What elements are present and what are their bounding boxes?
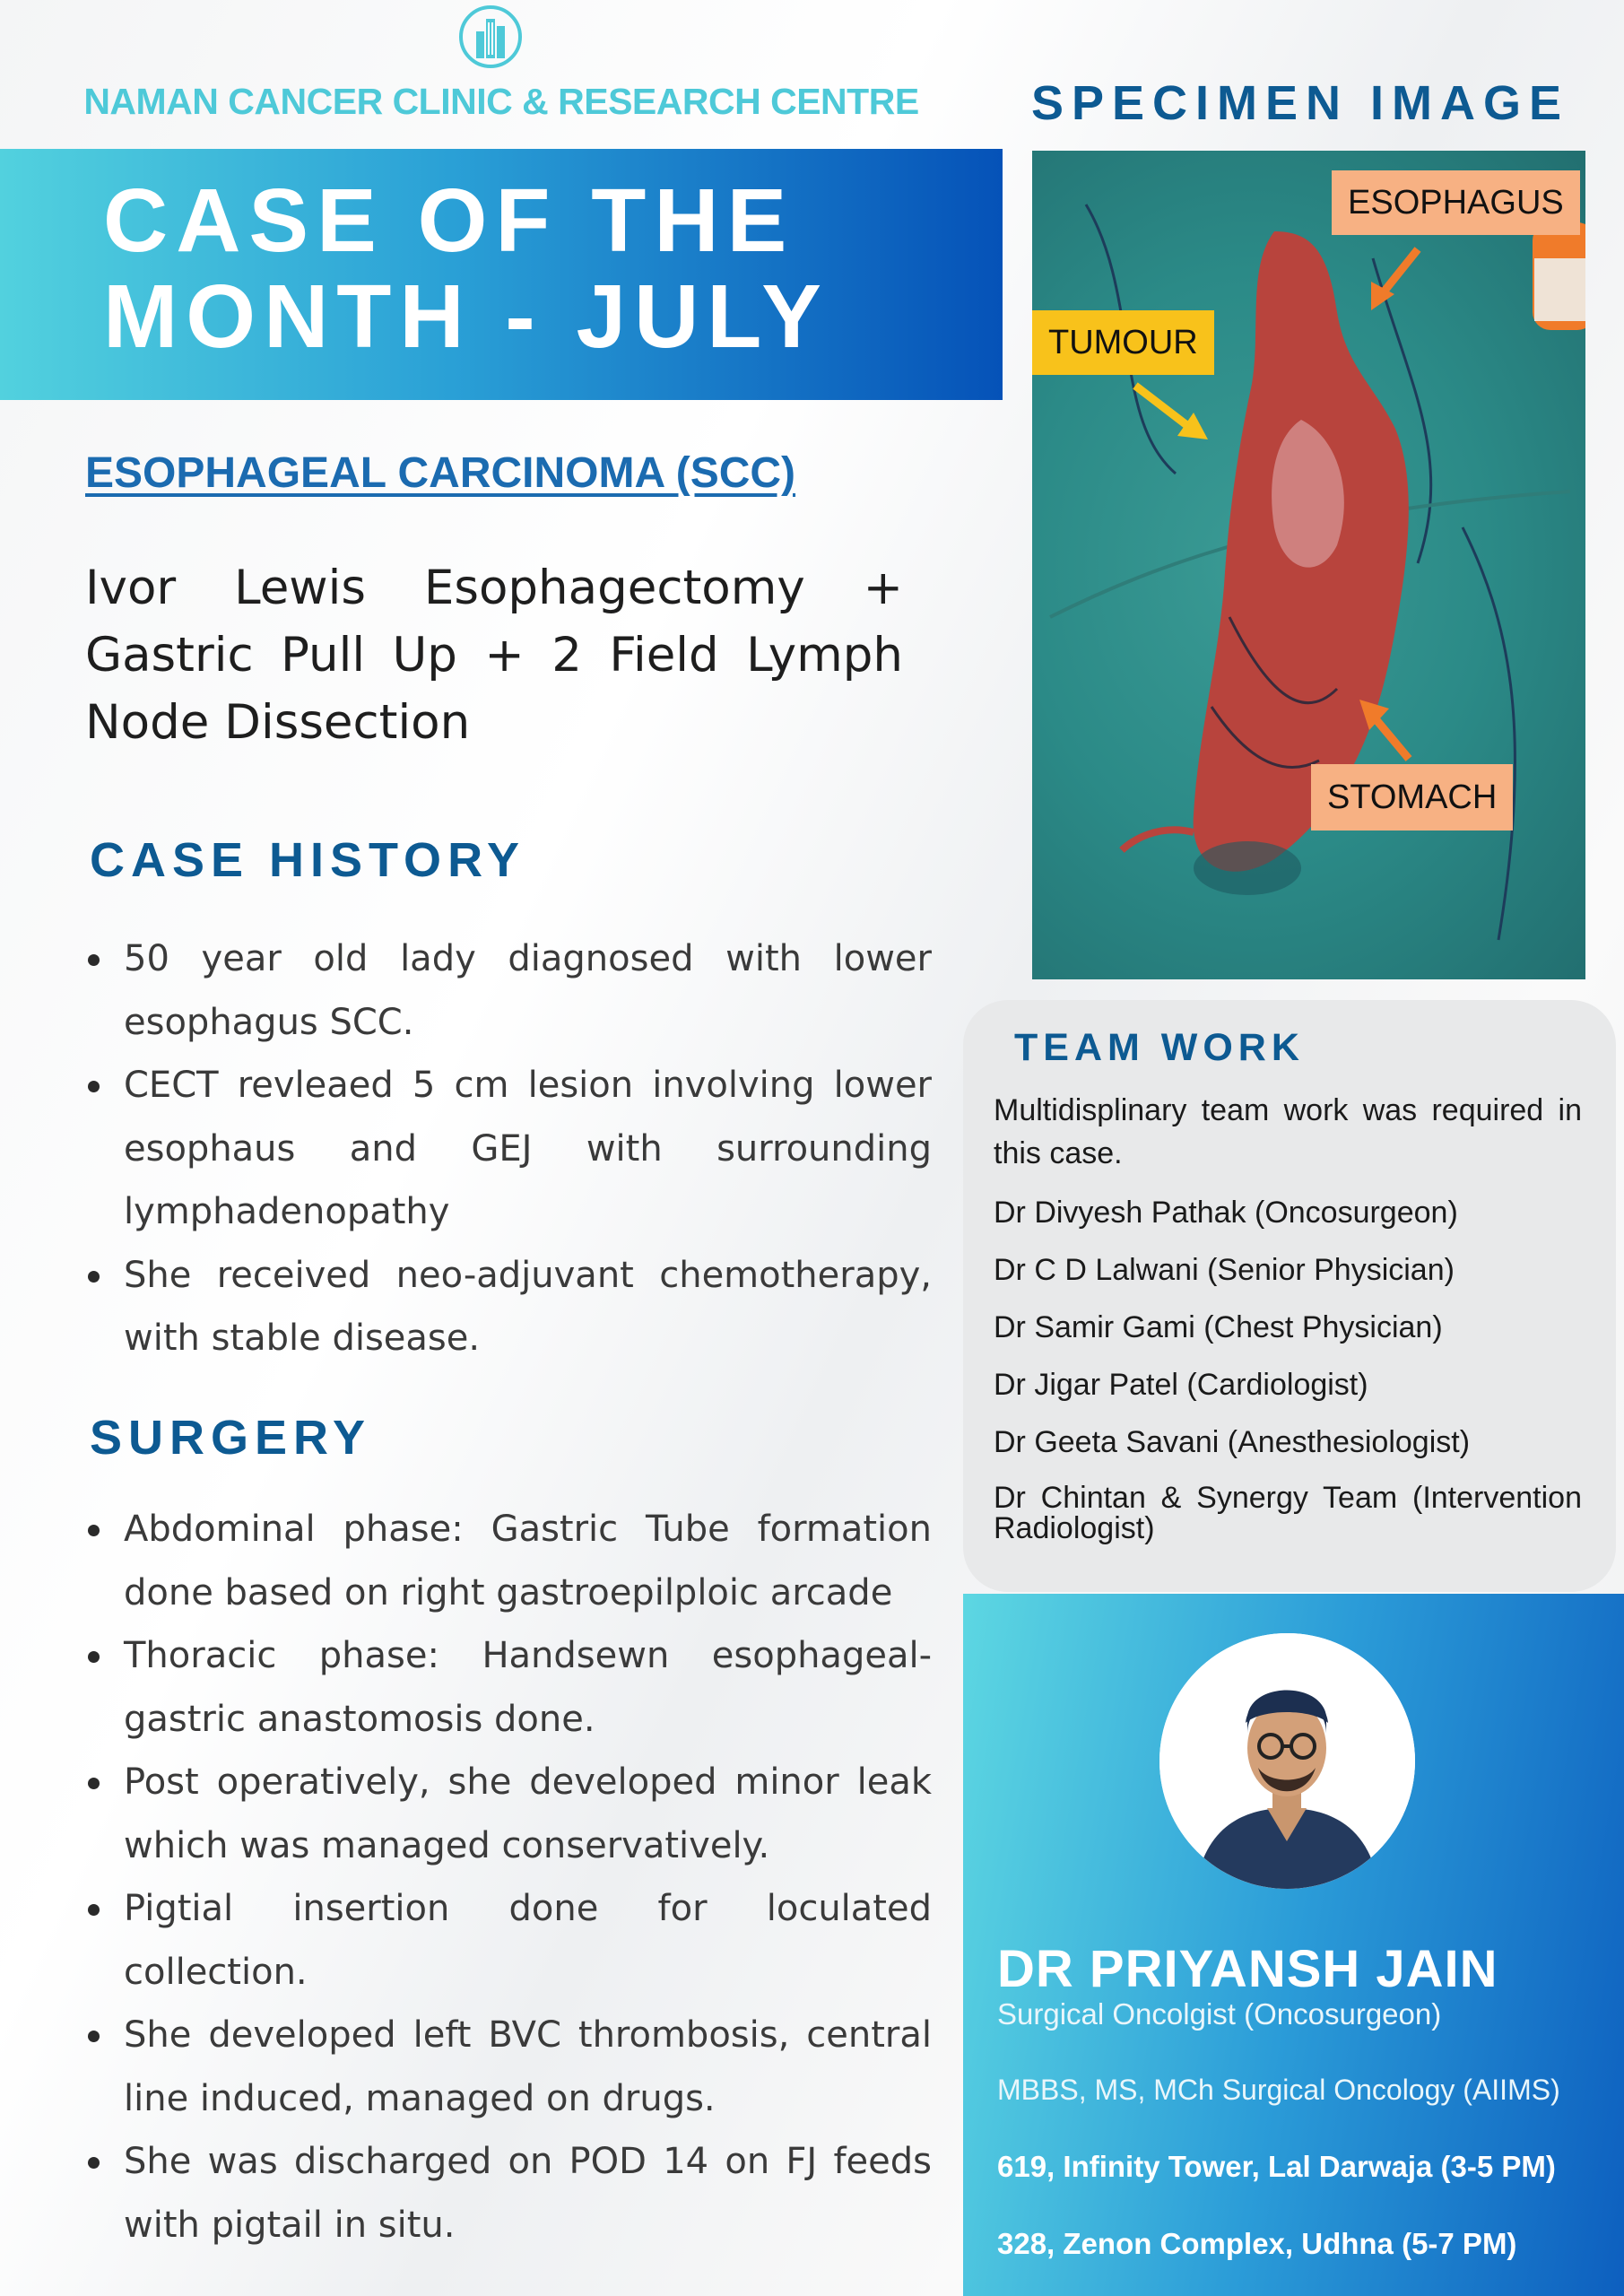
tumour-label: TUMOUR bbox=[1032, 310, 1214, 375]
team-member: Dr Chintan & Synergy Team (Intervention Radiologist) bbox=[994, 1481, 1582, 1545]
surgery-title: SURGERY bbox=[90, 1411, 372, 1465]
doctor-avatar bbox=[1159, 1633, 1415, 1889]
banner-title-line-2: MONTH - JULY bbox=[103, 266, 829, 367]
doctor-portrait-icon bbox=[1159, 1633, 1415, 1889]
esophagus-label: ESOPHAGUS bbox=[1332, 170, 1580, 235]
diagnosis-heading: ESOPHAGEAL CARCINOMA (SCC) bbox=[85, 449, 796, 497]
banner-title-line-1: CASE OF THE bbox=[103, 170, 795, 271]
specimen-heading: SPECIMEN IMAGE bbox=[1030, 76, 1570, 130]
specimen-illustration bbox=[1032, 151, 1585, 979]
list-item: Thoracic phase: Handsewn esophageal-gastric anastomosis done. bbox=[83, 1624, 932, 1751]
team-member: Dr Divyesh Pathak (Oncosurgeon) bbox=[994, 1196, 1458, 1230]
procedure-text: Ivor Lewis Esophagectomy + Gastric Pull Up + 2 Field Lymph Node Dissection bbox=[85, 561, 903, 750]
stomach-label: STOMACH bbox=[1311, 764, 1513, 831]
case-history-title: CASE HISTORY bbox=[90, 833, 526, 887]
list-item: Post operatively, she developed minor leak which was managed conservatively. bbox=[83, 1751, 932, 1877]
list-item: She was discharged on POD 14 on FJ feeds with pigtail in situ. bbox=[83, 2130, 932, 2257]
clinic-address-2: 328, Zenon Complex, Udhna (5-7 PM) bbox=[997, 2227, 1517, 2260]
clinic-logo-icon bbox=[458, 4, 523, 69]
specimen-photo bbox=[1032, 151, 1585, 979]
list-item: Abdominal phase: Gastric Tube formation done based on right gastroepilploic arcade bbox=[83, 1498, 932, 1624]
list-item: 50 year old lady diagnosed with lower esophagus SCC. bbox=[83, 927, 932, 1054]
team-work-intro: Multidisplinary team work was required in this case. bbox=[994, 1093, 1582, 1170]
doctor-panel bbox=[963, 1594, 1624, 2296]
list-item: She developed left BVC thrombosis, central line induced, managed on drugs. bbox=[83, 2004, 932, 2130]
team-member: Dr Samir Gami (Chest Physician) bbox=[994, 1310, 1443, 1344]
doctor-name: DR PRIYANSH JAIN bbox=[997, 1940, 1498, 1998]
team-member: Dr Geeta Savani (Anesthesiologist) bbox=[994, 1425, 1471, 1459]
team-member: Dr Jigar Patel (Cardiologist) bbox=[994, 1368, 1368, 1402]
clinic-address-1: 619, Infinity Tower, Lal Darwaja (3-5 PM) bbox=[997, 2150, 1556, 2183]
doctor-degree: MBBS, MS, MCh Surgical Oncology (AIIMS) bbox=[997, 2074, 1560, 2106]
team-member: Dr C D Lalwani (Senior Physician) bbox=[994, 1253, 1455, 1287]
clinic-name: NAMAN CANCER CLINIC & RESEARCH CENTRE bbox=[83, 81, 919, 122]
case-history-list bbox=[83, 927, 932, 1370]
doctor-title: Surgical Oncolgist (Oncosurgeon) bbox=[997, 1997, 1442, 2031]
team-members-list bbox=[994, 1196, 1582, 1567]
surgery-list bbox=[83, 1498, 932, 2257]
team-work-title: TEAM WORK bbox=[1014, 1026, 1305, 1069]
list-item: She received neo-adjuvant chemotherapy, with stable disease. bbox=[83, 1244, 932, 1370]
list-item: Pigtial insertion done for loculated collection. bbox=[83, 1877, 932, 2004]
title-banner bbox=[0, 149, 1003, 400]
list-item: CECT revleaed 5 cm lesion involving lower esophaus and GEJ with surrounding lymphadenopathy bbox=[83, 1054, 932, 1244]
